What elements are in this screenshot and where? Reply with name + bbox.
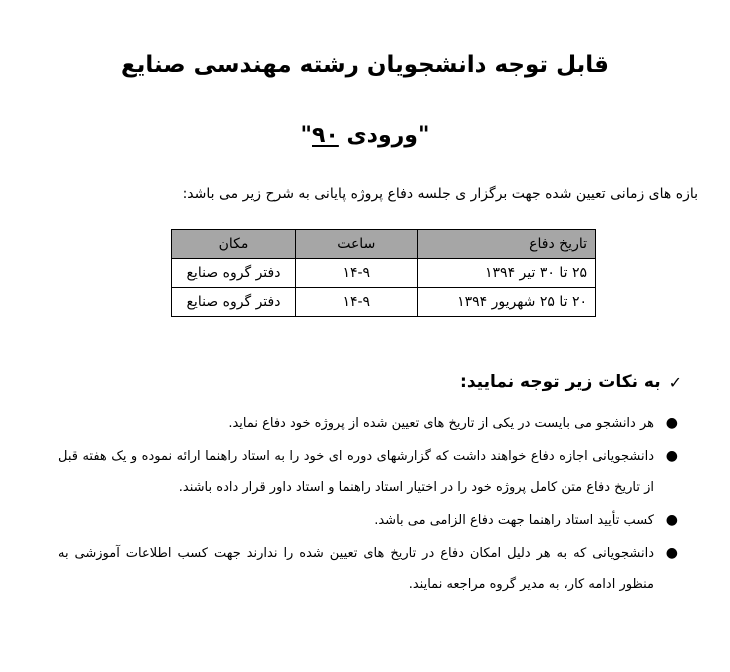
notes-heading (460, 372, 682, 392)
bullet-icon: ● (665, 448, 678, 464)
page-title: قابل توجه دانشجویان رشته مهندسی صنایع (121, 52, 609, 78)
entry-prefix: ورودی (338, 123, 418, 148)
table-row (172, 259, 596, 288)
header-place: مکان (172, 230, 296, 259)
cell-date: ۲۵ تا ۳۰ تیر ۱۳۹۴ (417, 259, 595, 288)
note-text: کسب تأیید استاد راهنما جهت دفاع الزامی می باشد. (374, 513, 654, 528)
entry-close-quote: " (300, 123, 312, 148)
table-row (172, 288, 596, 317)
cell-time: ۱۴-۹ (295, 288, 417, 317)
cell-place: دفتر گروه صنایع (172, 288, 296, 317)
entry-year-heading (0, 123, 730, 148)
bullet-icon: ● (665, 512, 678, 528)
table-header-row (172, 230, 596, 259)
check-icon: ✓ (668, 372, 682, 392)
notes-heading-text: به نکات زیر توجه نمایید: (460, 372, 661, 392)
defense-schedule-table (171, 229, 596, 317)
bullet-icon: ● (665, 545, 678, 561)
note-text: هر دانشجو می بایست در یکی از تاریخ های تعیین شده از پروژه خود دفاع نماید. (228, 416, 654, 431)
intro-text: بازه های زمانی تعیین شده جهت برگزار ی جلسه دفاع پروژه پایانی به شرح زیر می باشد: (182, 186, 698, 202)
header-date: تاریخ دفاع (417, 230, 595, 259)
entry-year: ۹۰ (312, 123, 339, 148)
cell-time: ۱۴-۹ (295, 259, 417, 288)
list-item (58, 408, 682, 439)
entry-open-quote: " (418, 123, 430, 148)
bullet-icon: ● (665, 415, 678, 431)
list-item (58, 441, 682, 503)
list-item (58, 538, 682, 600)
notes-list (58, 408, 682, 602)
note-text: دانشجویانی اجازه دفاع خواهند داشت که گزارشهای دوره ای خود را به استاد راهنما ارائه نموده و یک هفته قبل از تاریخ دفاع متن کامل پروژه خود را در اختیار استاد راهنما و استاد داور قرار داده باشند. (58, 449, 654, 495)
cell-place: دفتر گروه صنایع (172, 259, 296, 288)
header-time: ساعت (295, 230, 417, 259)
cell-date: ۲۰ تا ۲۵ شهریور ۱۳۹۴ (417, 288, 595, 317)
list-item (58, 505, 682, 536)
note-text: دانشجویانی که به هر دلیل امکان دفاع در تاریخ های تعیین شده را ندارند جهت کسب اطلاعات آموزشی به منظور ادامه کار، به مدیر گروه مراجعه نمایند. (58, 546, 654, 592)
